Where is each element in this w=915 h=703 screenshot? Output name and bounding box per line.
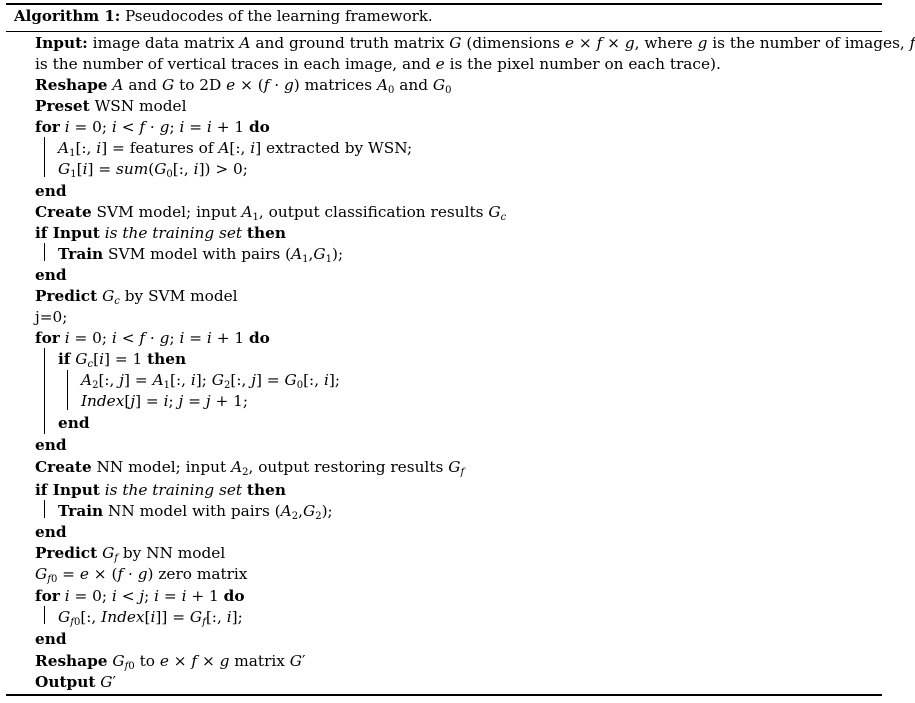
- line-text: SVM model; input $A_1$, output classification results $G_c$: [91, 203, 507, 223]
- kw-do: do: [223, 587, 245, 605]
- kw-then: then: [246, 481, 286, 499]
- line-text: $G_{f0}$ to e × f × g matrix G′: [112, 652, 306, 672]
- algo-line-6: [58, 138, 412, 158]
- caption-rule: [6, 31, 882, 32]
- indent-bar-if2: [67, 370, 68, 410]
- line-text: $G_{f0}$[:, Index[i]] = $G_f$[:, i];: [58, 608, 243, 628]
- kw-reshape: Reshape: [35, 652, 108, 670]
- bottom-rule: [6, 694, 882, 696]
- kw-create: Create: [35, 458, 92, 476]
- algo-line-25: [35, 543, 225, 563]
- indent-bar-if3: [44, 500, 45, 518]
- kw-end: end: [35, 266, 67, 284]
- kw-then: then: [147, 350, 187, 368]
- line-text: is the training set: [99, 224, 247, 242]
- line-text: G′: [100, 673, 116, 691]
- kw-input: Input:: [35, 34, 88, 52]
- algo-line-16: [58, 349, 186, 369]
- kw-end: end: [35, 630, 67, 648]
- line-text: i = 0; i < f · g; i = i + 1: [64, 118, 249, 136]
- line-text: NN model; input $A_2$, output restoring results $G_f$: [91, 458, 465, 478]
- algo-line-18: [81, 391, 248, 411]
- kw-preset: Preset: [35, 97, 90, 115]
- algo-line-8: [35, 181, 67, 201]
- kw-end: end: [35, 436, 67, 454]
- algo-line-23: [58, 501, 333, 521]
- algo-line-9: [35, 202, 506, 222]
- kw-end: end: [35, 523, 67, 541]
- line-text: A and G to 2D e × (f · g) matrices $A_0$ and $G_0$: [112, 76, 452, 96]
- algo-line-30: [35, 651, 306, 671]
- kw-then: then: [246, 224, 286, 242]
- kw-if: if: [58, 350, 71, 368]
- kw-do: do: [248, 118, 270, 136]
- algo-line-7: [58, 159, 248, 179]
- algo-line-29: [35, 629, 67, 649]
- line-text: NN model with pairs $(A_2,G_2)$;: [103, 502, 333, 522]
- line-text: $G_c$ by SVM model: [102, 287, 238, 307]
- line-text: i = 0; i < f · g; i = i + 1: [64, 329, 249, 347]
- algo-line-26: [35, 564, 247, 584]
- line-text: $G_c[i] = 1$: [75, 350, 148, 370]
- indent-bar-for3: [44, 606, 45, 624]
- line-text: j=0;: [35, 308, 68, 326]
- algo-line-14: [35, 307, 67, 327]
- top-rule: [6, 3, 882, 5]
- caption-text: Pseudocodes of the learning framework.: [120, 7, 433, 25]
- algo-line-21: [35, 457, 464, 477]
- kw-for: for: [35, 329, 60, 347]
- kw-for: for: [35, 587, 60, 605]
- line-text: i = 0; i < j; i = i + 1: [64, 587, 224, 605]
- kw-end: end: [58, 414, 90, 432]
- indent-bar-if1: [44, 243, 45, 261]
- algo-line-22: [35, 480, 286, 500]
- line-text: SVM model with pairs $(A_1,G_1)$;: [103, 245, 344, 265]
- line-text: image data matrix A and ground truth matrix G (dimensions e × f × g, where g is the number of images, f: [87, 34, 915, 52]
- kw-train: Train: [58, 502, 104, 520]
- algo-line-19: [58, 413, 90, 433]
- kw-reshape: Reshape: [35, 76, 108, 94]
- indent-bar-for2: [44, 348, 45, 434]
- algo-line-27: [35, 586, 245, 606]
- line-text: $A_1$[:, i] = features of A[:, i] extracted by WSN;: [58, 139, 413, 159]
- kw-if-input: if Input: [35, 481, 100, 499]
- algo-line-10: [35, 223, 286, 243]
- algo-line-15: [35, 328, 270, 348]
- algo-line-11: [58, 244, 343, 264]
- algo-line-24: [35, 522, 67, 542]
- line-text: is the training set: [99, 481, 247, 499]
- kw-end: end: [35, 182, 67, 200]
- algo-line-13: [35, 286, 238, 306]
- algo-line-4: [35, 96, 186, 116]
- kw-predict: Predict: [35, 287, 98, 305]
- line-text: $G_f$ by NN model: [102, 544, 226, 564]
- line-text: is the number of vertical traces in each image, and e is the pixel number on each trace).: [35, 55, 721, 73]
- algo-line-28: [58, 607, 243, 627]
- kw-for: for: [35, 118, 60, 136]
- kw-train: Train: [58, 245, 104, 263]
- algo-line-2: [35, 54, 721, 74]
- kw-do: do: [248, 329, 270, 347]
- algo-line-5: [35, 117, 270, 137]
- kw-predict: Predict: [35, 544, 98, 562]
- kw-create: Create: [35, 203, 92, 221]
- line-text: $G_1[i] = sum(G_0$[:, i]) > 0;: [58, 160, 248, 180]
- algo-line-12: [35, 265, 67, 285]
- algo-line-1: [35, 33, 915, 53]
- algo-line-31: [35, 672, 116, 692]
- algo-line-20: [35, 435, 67, 455]
- line-text: Index[j] = i; j = j + 1;: [81, 392, 249, 410]
- caption-label: Algorithm 1:: [14, 7, 121, 25]
- algorithm-caption: [14, 7, 433, 25]
- line-text: WSN model: [89, 97, 187, 115]
- kw-output: Output: [35, 673, 96, 691]
- kw-if-input: if Input: [35, 224, 100, 242]
- line-text: $G_{f0} = e \times (f \cdot g)$ zero matrix: [35, 565, 248, 585]
- indent-bar-for1: [44, 137, 45, 177]
- algo-line-3: [35, 75, 451, 95]
- algo-line-17: [81, 370, 340, 390]
- line-text: $A_2$[:, $j] = A_1$[:, i]; $G_2$[:, $j] = G_0$[:, i];: [81, 371, 340, 391]
